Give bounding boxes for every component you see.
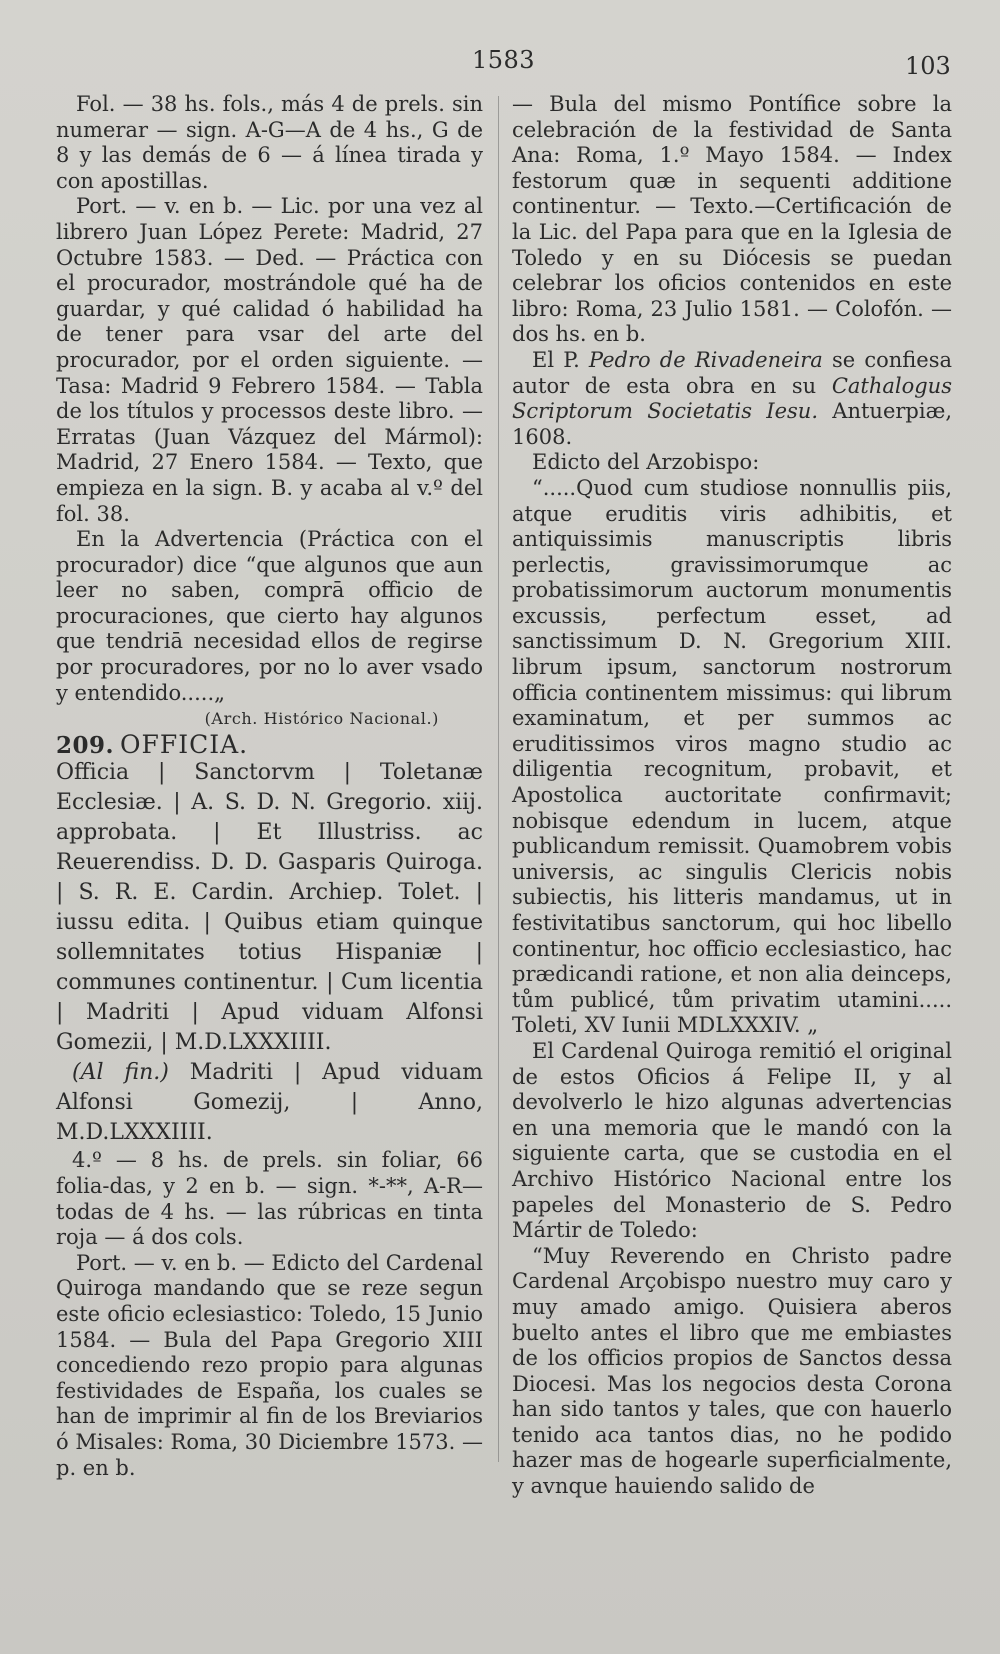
contents-paragraph-2: Port. — v. en b. — Edicto del Cardenal Quiroga mandando que se reze segun este oficio eclesiastico: Toledo, 15 Junio 1584. — Bula del Papa Gregorio XIII concediendo rezo propio para algunas festividades de España, los cuales se han de imprimir al fin de los Breviarios ó Misales: Roma, 30 Diciembre 1573. — p. en b. bbox=[56, 1250, 483, 1480]
edicto-quote: “.....Quod cum studiose nonnullis piis, atque eruditis viris adhibitis, et antiquissimis manuscriptis libris perlectis, gravissimorumque ac probatissimorum auctorum monumentis excussis, perfectum esset, ad sanctissimum D. N. Gregorium XIII. librum ipsum, sanctorum nostrorum officia continentem missimus: qui librum examinatum, et per summos ac eruditissimos viros magno studio ac diligentia recognitum, probavit, et Apostolica auctoritate confirmavit; nobisque edendum in lucem, atque publicandum remissit. Quamobrem vobis universis, ac singulis Clericis nobis subiectis, his litteris mandamus, ut in festivitatibus sanctorum, qui hoc libello continentur, hoc officio ecclesiastico, hac prædicandi ratione, et non alia deinceps, tům publicé, tům privatim utamini..... Toleti, XV Iunii MDLXXXIV. „ bbox=[512, 475, 952, 1038]
rivadeneira-prefix: El P. bbox=[532, 347, 589, 372]
collation-paragraph: Fol. — 38 hs. fols., más 4 de prels. sin numerar — sign. A-G—A de 4 hs., G de 8 y las demás de 6 — á línea tirada y con apostillas. bbox=[56, 92, 483, 193]
rivadeneira-suffix: Antuerpiæ, 1608. bbox=[512, 399, 952, 449]
entry-title: OFFICIA. bbox=[120, 729, 249, 759]
running-header-year: 1583 bbox=[472, 46, 536, 74]
left-column bbox=[56, 92, 483, 1481]
colophon-label: (Al fin.) bbox=[72, 1060, 169, 1086]
right-column bbox=[512, 92, 952, 1500]
colophon bbox=[56, 1058, 483, 1148]
column-divider bbox=[498, 96, 499, 1462]
page-number: 103 bbox=[905, 52, 951, 80]
edicto-label: Edicto del Arzobispo: bbox=[532, 450, 760, 475]
rivadeneira-middle: se confiesa autor de esta obra en su bbox=[512, 347, 952, 398]
bula-paragraph: — Bula del mismo Pontífice sobre la celebración de la festividad de Santa Ana: Roma, 1.º Mayo 1584. — Index festorum quæ in sequenti additione continentur. — Texto.—Certificación de la Lic. del Papa para que en la Iglesia de Toledo y en su Diócesis se puedan celebrar los oficios contenidos en este libro: Roma, 23 Julio 1581. — Colofón. — dos hs. en b. bbox=[512, 92, 952, 347]
letter-paragraph: “Muy Reverendo en Christo padre Cardenal Arçobispo nuestro muy caro y muy amado amigo. Quisiera aberos buelto antes el libro que me embiastes de los officios propios de Sanctos dessa Diocesi. Mas los negocios desta Corona han sido tantos y tales, que con hauerlo tenido aca tantos dias, no he podido hazer mas de hogearle superficialmente, y avnque hauiendo salido de bbox=[512, 1243, 952, 1499]
entry-heading bbox=[56, 729, 483, 759]
rivadeneira-work: Cathalogus Scriptorum Societatis Iesu. bbox=[512, 373, 952, 424]
colophon-text: Madriti | Apud viduam Alfonsi Gomezij, | Anno, M.D.LXXXIIII. bbox=[56, 1060, 483, 1146]
rivadeneira-paragraph bbox=[512, 348, 952, 450]
advertencia-paragraph: En la Advertencia (Práctica con el procurador) dice “que algunos que aun leer no saben, comprā officio de procuraciones, que cierto hay algunos que tendriā necesidad ellos de regirse por procuradores, por no lo aver vsado y entendido.....„ bbox=[56, 527, 483, 705]
contents-paragraph: Port. — v. en b. — Lic. por una vez al librero Juan López Perete: Madrid, 27 Octubre 1583. — Ded. — Práctica con el procurador, mostrándole qué ha de guardar, y qué calidad ó habilidad ha de tener para vsar del arte del procurador, por el orden siguiente. — Tasa: Madrid 9 Febrero 1584. — Tabla de los títulos y processos deste libro. — Erratas (Juan Vázquez del Mármol): Madrid, 27 Enero 1584. — Texto, que empieza en la sign. B. y acaba al v.º del fol. 38. bbox=[56, 194, 483, 526]
cardenal-paragraph: El Cardenal Quiroga remitió el original de estos Oficios á Felipe II, y al devolverlo le hizo algunas advertencias en una memoria que le mandó con la siguiente carta, que se custodia en el Archivo Histórico Nacional entre los papeles del Monasterio de S. Pedro Mártir de Toledo: bbox=[512, 1038, 952, 1243]
format-paragraph: 4.º — 8 hs. de prels. sin foliar, 66 folia-das, y 2 en b. — sign. *-**, A-R— todas de 4 hs. — las rúbricas en tinta roja — á dos cols. bbox=[56, 1148, 483, 1250]
rivadeneira-name: Pedro de Rivadeneira bbox=[588, 347, 823, 372]
source-citation: (Arch. Histórico Nacional.) bbox=[204, 709, 439, 729]
title-transcription: Officia | Sanctorvm | Toletanæ Ecclesiæ. | A. S. D. N. Gregorio. xiij. approbata. | Et Illustriss. ac Reuerendiss. D. D. Gasparis Quiroga. | S. R. E. Cardin. Archiep. Tolet. | iussu edita. | Quibus etiam quinque sollemnitates totius Hispaniæ | communes continentur. | Cum licentia | Madriti | Apud viduam Alfonsi Gomezii, | M.D.LXXXIIII. bbox=[56, 760, 483, 1056]
entry-number: 209. bbox=[56, 731, 115, 759]
